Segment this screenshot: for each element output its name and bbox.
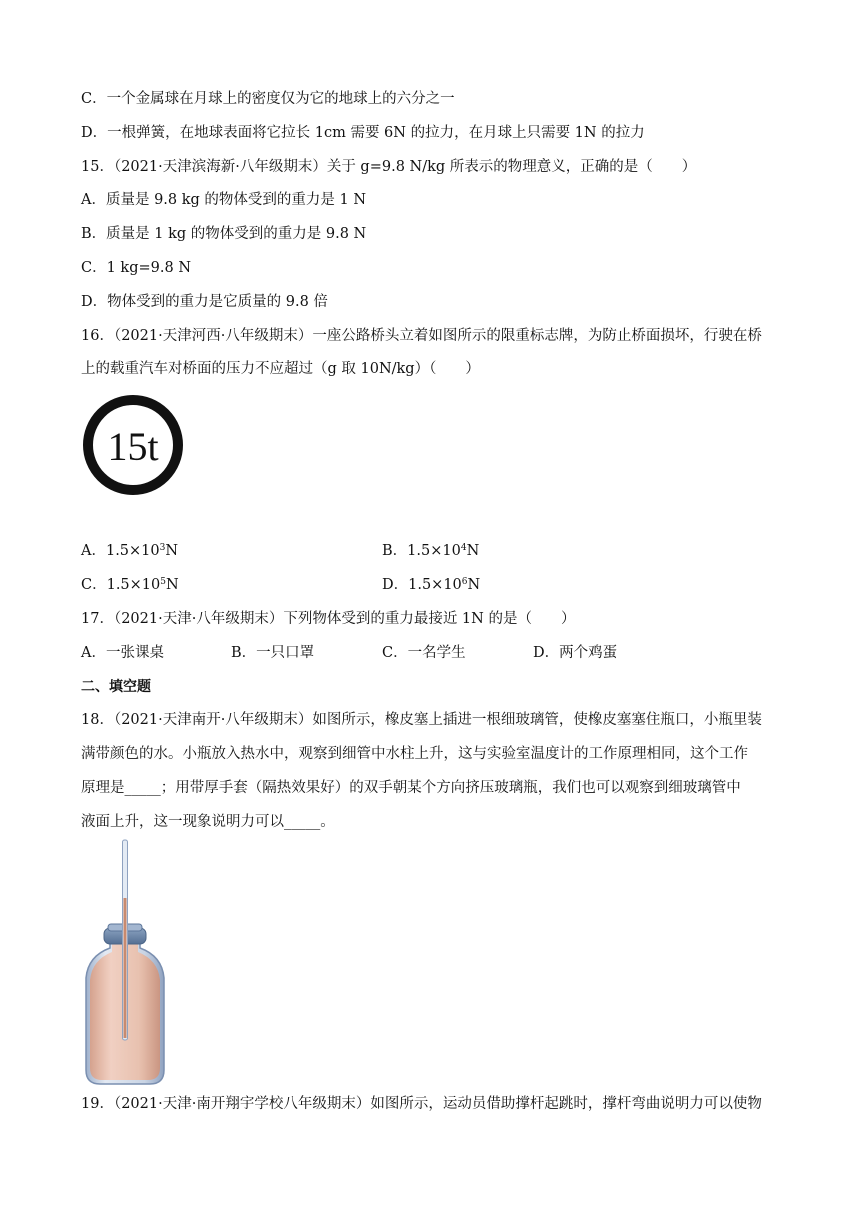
q16-question-line1: 16．（2021·天津河西·八年级期末）一座公路桥头立着如图所示的限重标志牌，为防止桥面损坏，行驶在桥 xyxy=(81,328,762,344)
sign-text: 15t xyxy=(107,424,159,469)
weight-limit-sign xyxy=(82,394,184,496)
q16-c-prefix: C．1.5×10 xyxy=(81,577,161,593)
q17-option-a: A．一张课桌 xyxy=(81,645,164,661)
q14-option-d: D．一根弹簧，在地球表面将它拉长 1cm 需要 6N 的拉力，在月球上只需要 1N 的拉力 xyxy=(81,125,645,141)
q16-a-prefix: A．1.5×10 xyxy=(81,543,160,559)
q16-a-exp: 3 xyxy=(159,543,166,553)
q16-b-prefix: B．1.5×10 xyxy=(382,543,461,559)
q18-line3: 原理是_____；用带厚手套（隔热效果好）的双手朝某个方向挤压玻璃瓶，我们也可以观察到细玻璃管中 xyxy=(81,780,741,796)
section-heading: 二、填空题 xyxy=(81,679,151,695)
q16-d-exp: 6 xyxy=(461,577,468,587)
tube-liquid xyxy=(124,898,127,1038)
q17-option-b: B．一只口罩 xyxy=(231,645,315,661)
q16-b-exp: 4 xyxy=(460,543,467,553)
q16-a-unit: N xyxy=(165,543,179,559)
q16-question-line2: 上的载重汽车对桥面的压力不应超过（g 取 10N/kg）（ ） xyxy=(81,361,480,377)
q15-option-b: B．质量是 1 kg 的物体受到的重力是 9.8 N xyxy=(81,226,367,242)
q16-option-b xyxy=(382,541,479,561)
q18-line1: 18．（2021·天津南开·八年级期末）如图所示，橡皮塞上插进一根细玻璃管，使橡皮塞塞住瓶口，小瓶里装 xyxy=(81,712,762,728)
q19-line1: 19．（2021·天津·南开翔宇学校八年级期末）如图所示，运动员借助撑杆起跳时，撑杆弯曲说明力可以使物 xyxy=(81,1096,762,1112)
q16-option-d xyxy=(382,575,480,595)
q14-option-c: C．一个金属球在月球上的密度仅为它的地球上的六分之一 xyxy=(81,91,455,107)
q15-question: 15．（2021·天津滨海新·八年级期末）关于 g=9.8 N/kg 所表示的物理意义，正确的是（ ） xyxy=(81,159,697,175)
q17-option-c: C．一名学生 xyxy=(382,645,466,661)
bottle-illustration xyxy=(80,838,170,1086)
q16-option-c xyxy=(81,575,179,595)
q15-option-d: D．物体受到的重力是它质量的 9.8 倍 xyxy=(81,294,328,310)
q15-option-a: A．质量是 9.8 kg 的物体受到的重力是 1 N xyxy=(81,192,367,208)
q16-b-unit: N xyxy=(466,543,480,559)
q16-d-prefix: D．1.5×10 xyxy=(382,577,462,593)
q17-question: 17．（2021·天津·八年级期末）下列物体受到的重力最接近 1N 的是（ ） xyxy=(81,611,576,627)
q17-option-d: D．两个鸡蛋 xyxy=(533,645,618,661)
q15-option-c: C．1 kg=9.8 N xyxy=(81,260,192,276)
q16-c-exp: 5 xyxy=(160,577,166,587)
q16-d-unit: N xyxy=(467,577,481,593)
q16-option-a xyxy=(81,541,178,561)
q18-line2: 满带颜色的水。小瓶放入热水中，观察到细管中水柱上升，这与实验室温度计的工作原理相同，这个工作 xyxy=(81,746,748,762)
q16-c-unit: N xyxy=(166,577,179,593)
q18-line4: 液面上升，这一现象说明力可以_____。 xyxy=(81,814,335,830)
